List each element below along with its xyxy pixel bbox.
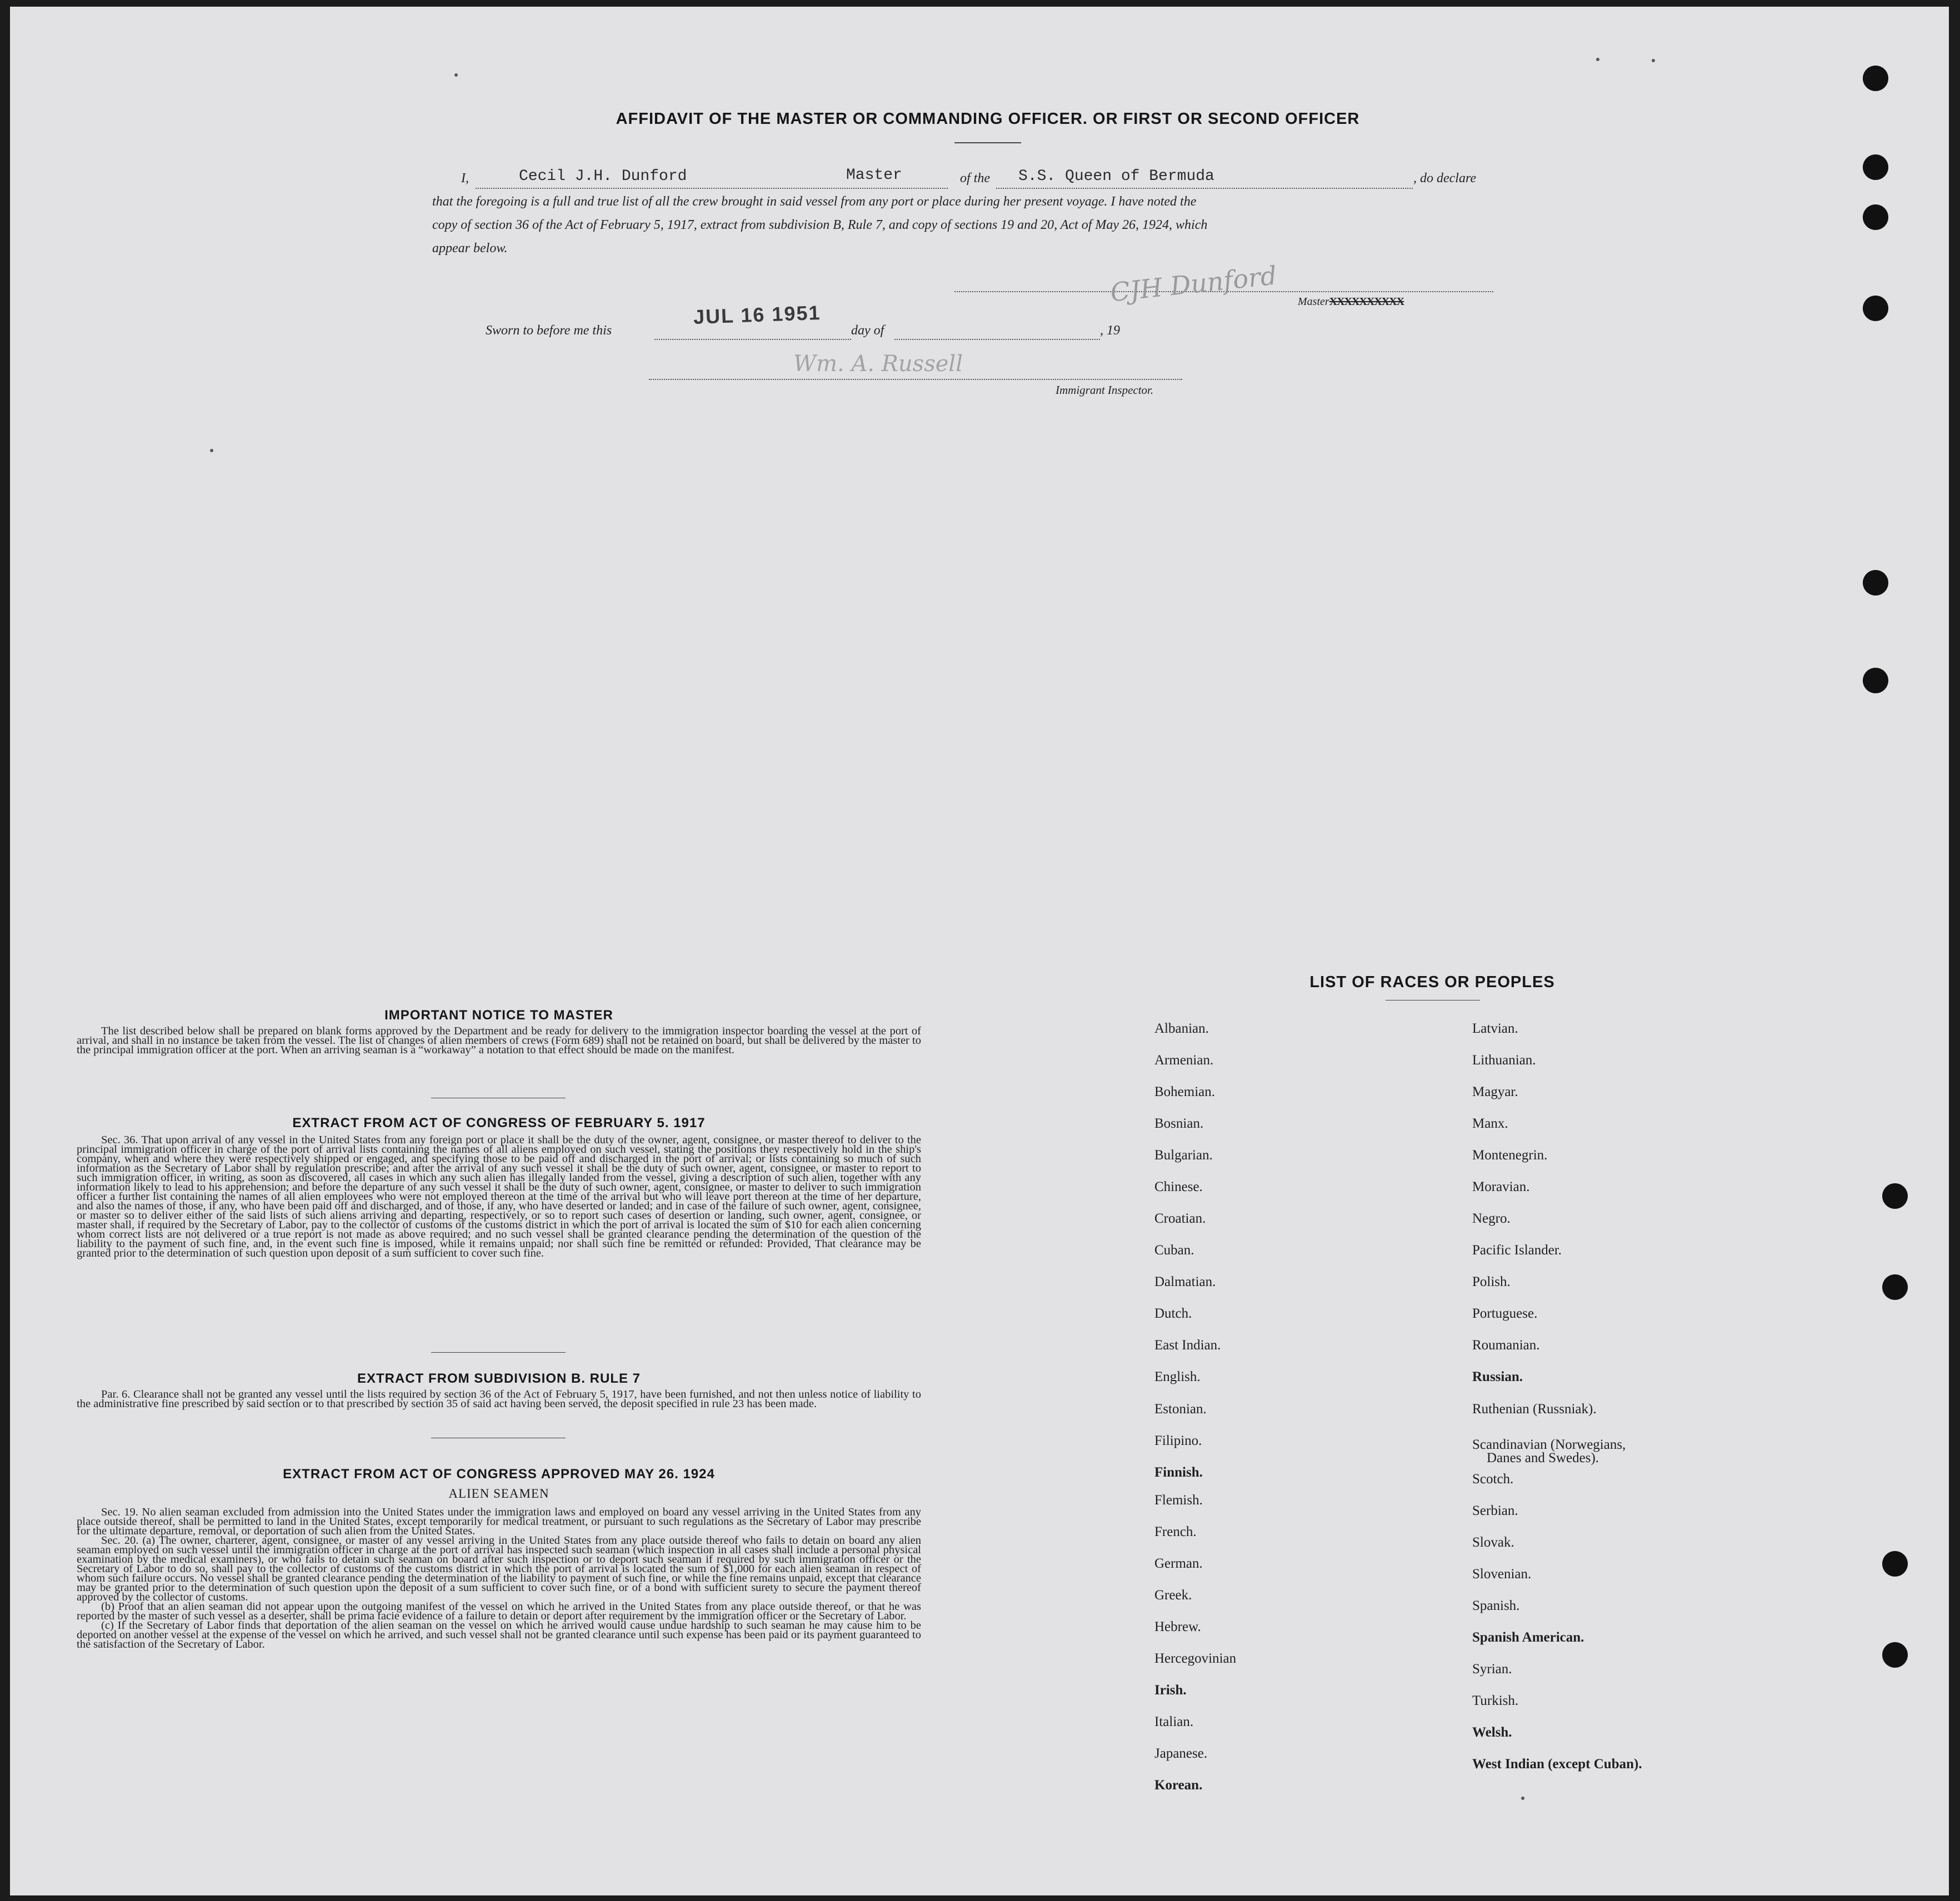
race-item: Finnish. [1154, 1465, 1203, 1480]
race-item: Hercegovinian [1154, 1651, 1237, 1666]
race-item: Russian. [1472, 1369, 1523, 1384]
race-item: Scotch. [1472, 1472, 1514, 1487]
i-label: I, [461, 171, 469, 186]
race-item: Spanish American. [1472, 1630, 1584, 1645]
race-item: Portuguese. [1472, 1306, 1538, 1321]
binder-hole [1863, 204, 1888, 230]
races-left-column [1154, 1021, 1236, 1809]
race-item: Negro. [1472, 1211, 1511, 1226]
extract-rule7-text [77, 1390, 921, 1409]
section-20c-paragraph: (c) If the Secretary of Labor finds that deportation of the alien seaman on the vessel on which he arrived would cause undue hardship to such seaman he may cause him to be deported on another vessel at the expense of the vessel on which he arrived, and such vessel shall not be granted clearance until such expense has been paid or its payment guaranteed to the satisfaction of the Secretary of Labor. [77, 1619, 921, 1650]
date-stamp: JUL 16 1951 [693, 301, 822, 328]
extract-rule7-title: EXTRACT FROM SUBDIVISION B. RULE 7 [357, 1371, 641, 1386]
race-item: Latvian. [1472, 1021, 1518, 1036]
race-item: Hebrew. [1154, 1619, 1201, 1634]
binder-hole [1882, 1642, 1908, 1668]
sworn-label: Sworn to before me this [486, 323, 612, 338]
race-item: Turkish. [1472, 1693, 1519, 1708]
binder-hole [1863, 66, 1888, 91]
binder-hole [1863, 154, 1888, 180]
race-item: Dalmatian. [1154, 1274, 1216, 1289]
paper-speck [454, 73, 458, 77]
race-item: Magyar. [1472, 1084, 1518, 1099]
master-caption [1298, 296, 1404, 308]
declaration-line-3: appear below. [432, 241, 508, 256]
race-item: Chinese. [1154, 1179, 1203, 1194]
race-item: Japanese. [1154, 1746, 1208, 1761]
notice-text [77, 1027, 921, 1055]
paragraph-6: Par. 6. Clearance shall not be granted any vessel until the lists required by section 36 of the Act of February 5, 1917, have been furnished, and not then unless notice of liability to the administrative fine prescribed by said section or to that prescribed by section 35 of said act having been served, the deposit specified in rule 23 has been made. [77, 1388, 921, 1410]
race-item: Filipino. [1154, 1433, 1202, 1448]
race-item: French. [1154, 1524, 1197, 1539]
extract-1924-text [77, 1508, 921, 1649]
race-item: Montenegrin. [1472, 1148, 1548, 1163]
race-item: Manx. [1472, 1116, 1508, 1131]
binder-hole [1863, 296, 1888, 321]
section-20a-paragraph: Sec. 20. (a) The owner, charterer, agent, consignee, or master of any vessel arriving in the United States from any place outside thereof who fails to detain on board any alien seaman employed on such vessel until the immigration officer in charge at the port of arrival has inspected such seaman (which inspection in all cases shall include a personal physical examination by the medical examiners), or who fails to detain such seaman on board after such inspection or to deport such seaman if required by such immigration officer or the Secretary of Labor to do so, shall pay to the collector of customs of the customs district in which the port of arrival is located the sum of $1,000 for each alien seaman in respect of whom such failure occurs. No vessel shall be granted clearance pending the determination of the liability to payment of such fine, or while the fine remains unpaid, except that clearance may be granted prior to the determination of such question upon the deposit of a sum sufficient to cover such fine, or of a bond with sufficient surety to secure the payment thereof approved by the collector of customs. [77, 1534, 921, 1603]
race-item: Albanian. [1154, 1021, 1209, 1036]
race-item: Serbian. [1472, 1503, 1518, 1518]
race-item: Bohemian. [1154, 1084, 1216, 1099]
race-item: Estonian. [1154, 1402, 1207, 1417]
race-item: Syrian. [1472, 1662, 1512, 1677]
master-caption-prefix: Master [1298, 296, 1329, 308]
race-item: Dutch. [1154, 1306, 1192, 1321]
race-item: Danes and Swedes). [1487, 1450, 1599, 1465]
do-declare-label: , do declare [1413, 171, 1477, 186]
declaration-line-2: copy of section 36 of the Act of February 5, 1917, extract from subdivision B, Rule 7, and copy of sections 19 and 20, Act of May 26, 1924, which [432, 218, 1208, 232]
notice-title: IMPORTANT NOTICE TO MASTER [384, 1008, 613, 1023]
race-item: Italian. [1154, 1714, 1194, 1729]
race-item: Moravian. [1472, 1179, 1530, 1194]
binder-hole [1863, 570, 1888, 596]
of-the-label: of the [960, 171, 990, 186]
notice-paragraph: The list described below shall be prepared on blank forms approved by the Department and be ready for delivery to the immigration inspector boarding the vessel at the port of arrival, and shall in no instance be taken from the vessel. The list of changes of alien members of crews (Form 689) shall not be retained on board, but shall be delivered by the master to the principal immigration officer at the port. When an arriving seaman is a “workaway” a notation to that effect should be made on the manifest. [77, 1025, 921, 1056]
race-item: Korean. [1154, 1778, 1203, 1793]
paper-speck [1652, 59, 1655, 62]
day-of-label: day of [851, 323, 884, 338]
race-item: Roumanian. [1472, 1338, 1540, 1353]
alien-seamen-subtitle: ALIEN SEAMEN [448, 1487, 549, 1500]
paper-speck [1521, 1797, 1524, 1800]
title-underline [954, 142, 1021, 143]
race-item: English. [1154, 1369, 1201, 1384]
race-item: Slovak. [1472, 1535, 1514, 1550]
race-item: Pacific Islander. [1472, 1243, 1562, 1258]
master-caption-struck: XXXXXXXXXX [1329, 296, 1404, 308]
race-item: Bosnian. [1154, 1116, 1204, 1131]
section-20b-paragraph: (b) Proof that an alien seaman did not appear upon the outgoing manifest of the vessel on which he arrived in the United States from any place outside thereof, or that he was reported by the master of such vessel as a deserter, shall be prima facie evidence of a failure to detain or deport after requirement by the immigration officer or the Secretary of Labor. [77, 1600, 921, 1622]
officer-name: Cecil J.H. Dunford [519, 168, 687, 185]
race-item: Polish. [1472, 1274, 1511, 1289]
race-item: Greek. [1154, 1588, 1192, 1603]
paper-speck [210, 449, 213, 452]
race-item: Welsh. [1472, 1725, 1512, 1740]
race-item: Croatian. [1154, 1211, 1206, 1226]
section-36-paragraph: Sec. 36. That upon arrival of any vessel in the United States from any foreign port or place it shall be the duty of the owner, agent, consignee, or master thereof to deliver to the principal immigration officer in charge of the port of arrival lists containing the names of all aliens employed on such vessel, stating the positions they respectively hold in the ship's company, when and where they were respectively shipped or engaged, and specifying those to be paid off and discharged in the port of arrival; or lists containing so much of such information as the Secretary of Labor shall by regulation prescribe; and after the arrival of any such vessel it shall be the duty of such owner, agent, consignee, or master to report to such immigration officer, in writing, as soon as discovered, all cases in which any such alien has illegally landed from the vessel, giving a description of such alien, together with any information likely to lead to his apprehension; and before the departure of any such vessel it shall be the duty of such owner, agent, consignee, or master to deliver to such immigration officer a further list containing the names of all alien employees who were not employed thereon at the time of the arrival but who will leave port thereon at the time of her departure, and also the names of those, if any, who have been paid off and discharged, and of those, if any, who have deserted or landed; and in case of the failure of such owner, agent, consignee, or master so to deliver either of the said lists of such aliens arriving and departing, respectively, or so to report such cases of desertion or landing, such owner, agent, consignee, or master shall, if required by the Secretary of Labor, pay to the collector of customs of the customs district in which the port of arrival is located the sum of $10 for each alien concerning whom correct lists are not delivered or a true report is not made as above required; and no such vessel shall be granted clearance pending the determination of the question of the liability to the payment of such fine, and, in the event such fine is imposed, while it remains unpaid; nor shall such fine be remitted or refunded: Provided, That clearance may be granted prior to the determination of such question upon deposit of a sum sufficient to cover such fine. [77, 1134, 921, 1259]
race-item: Cuban. [1154, 1243, 1194, 1258]
race-item: East Indian. [1154, 1338, 1221, 1353]
race-item: German. [1154, 1556, 1203, 1571]
races-right-column [1472, 1021, 1642, 1788]
race-item: Slovenian. [1472, 1567, 1532, 1582]
paper-speck [1596, 58, 1599, 61]
declaration-line-1: that the foregoing is a full and true list of all the crew brought in said vessel from any port or place during her present voyage. I have noted the [432, 194, 1197, 209]
race-item: Scandinavian (Norwegians, [1472, 1437, 1626, 1452]
race-item: West Indian (except Cuban). [1472, 1757, 1642, 1772]
race-item: Armenian. [1154, 1053, 1214, 1068]
master-signature: CJH Dunford [1109, 260, 1278, 308]
vessel-name: S.S. Queen of Bermuda [1018, 168, 1214, 185]
race-item: Irish. [1154, 1683, 1187, 1698]
extract-1917-title: EXTRACT FROM ACT OF CONGRESS OF FEBRUARY 5. 1917 [292, 1115, 706, 1130]
inspector-caption: Immigrant Inspector. [1056, 383, 1154, 397]
race-item: Flemish. [1154, 1493, 1203, 1508]
binder-hole [1882, 1183, 1908, 1209]
affidavit-title: AFFIDAVIT OF THE MASTER OR COMMANDING OFFICER. OR FIRST OR SECOND OFFICER [616, 110, 1360, 128]
binder-hole [1882, 1274, 1908, 1300]
binder-hole [1863, 668, 1888, 693]
inspector-signature: Wm. A. Russell [793, 351, 963, 377]
document-page [10, 7, 1949, 1895]
officer-title: Master [846, 167, 902, 184]
extract-1917-text [77, 1135, 921, 1258]
binder-hole [1882, 1551, 1908, 1577]
race-item: Lithuanian. [1472, 1053, 1536, 1068]
race-item: Spanish. [1472, 1598, 1520, 1613]
section-19-paragraph: Sec. 19. No alien seaman excluded from admission into the United States under the immigration laws and employed on board any vessel arriving in the United States from any place outside thereof, shall be permitted to land in the United States, except temporarily for medical treatment, or pursuant to such regulations as the Secretary of Labor may prescribe for the ultimate departure, removal, or deportation of such alien from the United States. [77, 1506, 921, 1537]
race-item: Ruthenian (Russniak). [1472, 1402, 1597, 1417]
extract-1924-title: EXTRACT FROM ACT OF CONGRESS APPROVED MAY 26. 1924 [283, 1467, 715, 1482]
year-label: , 19 [1100, 323, 1120, 338]
races-title: LIST OF RACES OR PEOPLES [1309, 973, 1555, 991]
race-item: Bulgarian. [1154, 1148, 1213, 1163]
